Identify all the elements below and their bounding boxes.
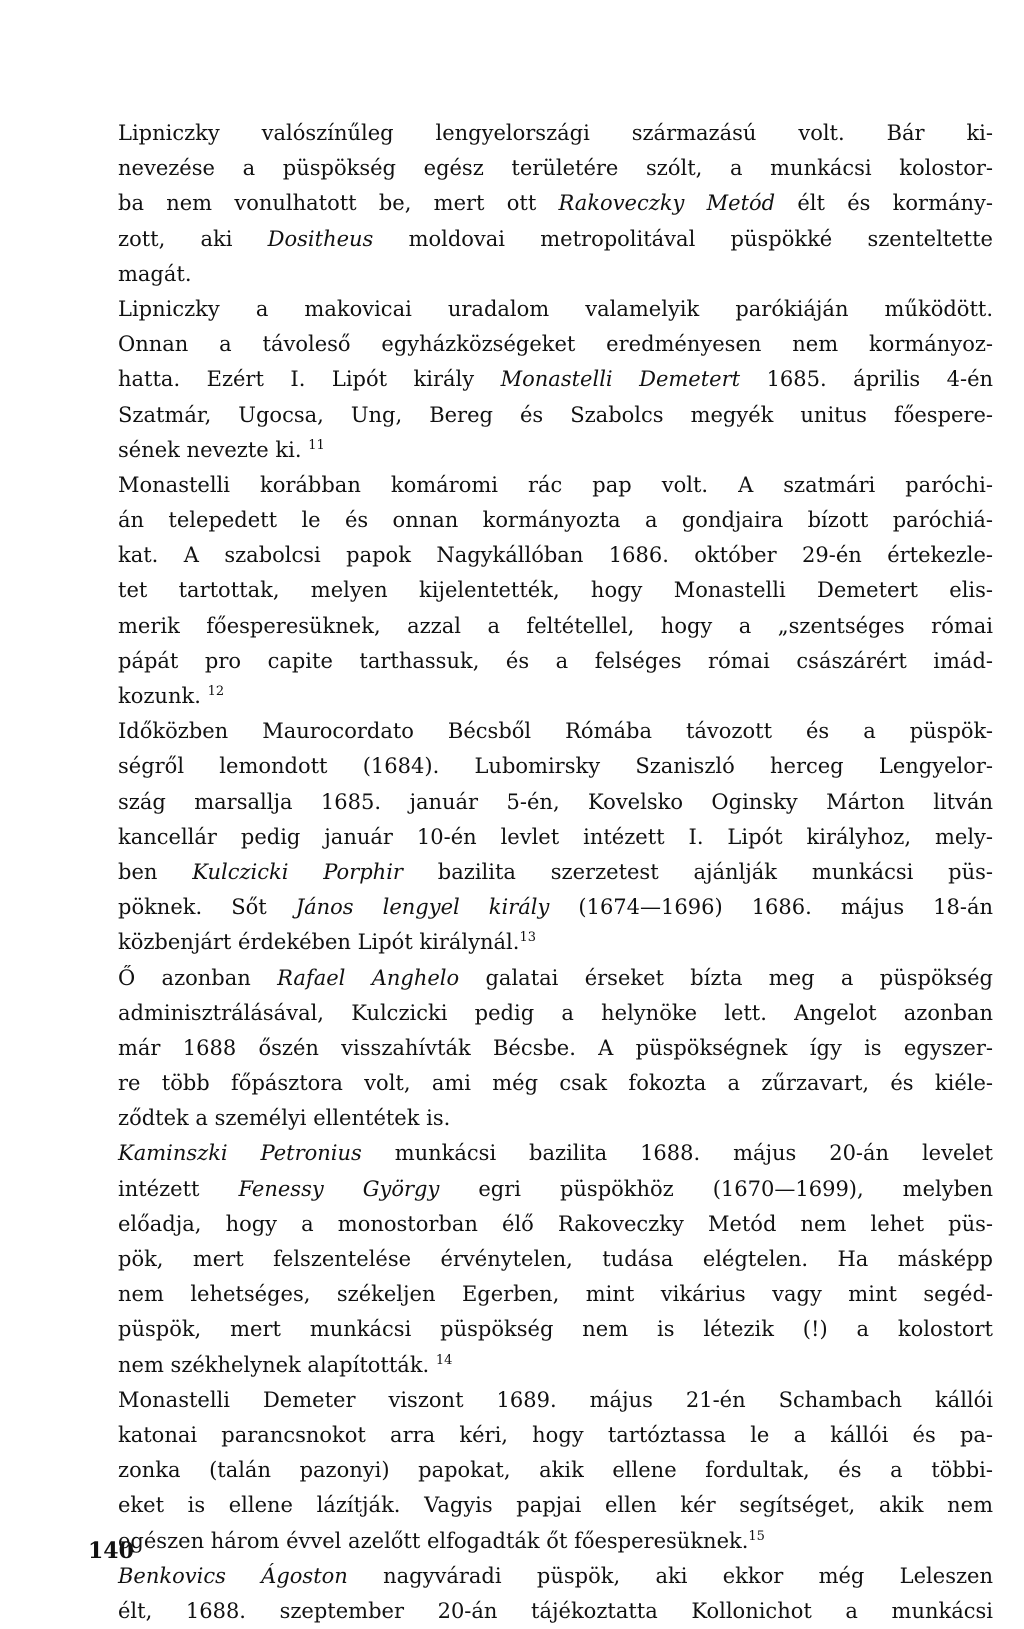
- text-run: sének nevezte ki.: [118, 437, 309, 462]
- footnote-marker: 12: [207, 684, 225, 699]
- text-run: szág marsallja 1685. január 5-én, Kovelsko Oginsky Márton litván: [118, 789, 993, 814]
- text-line: [118, 1488, 993, 1523]
- footnote-marker: 11: [308, 437, 325, 453]
- text-run: bazilita szerzetest ajánlják munkácsi püs-: [402, 859, 993, 884]
- text-line: [118, 925, 993, 960]
- italic-name: Fenessy György: [238, 1176, 440, 1201]
- text-line: [118, 327, 993, 362]
- text-run: Időközben Maurocordato Bécsből Rómába távozott és a püspök-: [118, 719, 993, 744]
- text-run: intézett: [118, 1176, 239, 1201]
- text-run: kozunk.: [118, 684, 208, 708]
- text-line: [118, 1277, 993, 1312]
- text-line: [118, 961, 993, 996]
- text-line: [118, 257, 993, 292]
- italic-name: Benkovics Ágoston: [118, 1563, 348, 1588]
- text-run: élt és kormány-: [775, 191, 993, 216]
- text-run: pök, mert felszentelése érvénytelen, tudása elégtelen. Ha másképp: [118, 1247, 993, 1271]
- text-line: [118, 1559, 993, 1594]
- text-run: Szatmár, Ugocsa, Ung, Bereg és Szabolcs megyék unitus főespere-: [118, 402, 993, 427]
- text-run: tet tartottak, melyen kijelentették, hogy Monastelli Demetert elis-: [118, 578, 993, 603]
- footnote-marker: 15: [748, 1528, 765, 1544]
- text-line: [118, 573, 993, 608]
- italic-name: Rakoveczky Metód: [558, 191, 776, 216]
- text-run: magát.: [118, 261, 192, 286]
- text-run: közbenjárt érdekében Lipót királynál.: [118, 930, 520, 955]
- text-run: (1674—1696) 1686. május 18-án: [549, 895, 993, 920]
- italic-name: Rafael Anghelo: [277, 965, 460, 990]
- text-run: adminisztrálásával, Kulczicki pedig a helynöke lett. Angelot azonban: [118, 1000, 993, 1025]
- text-line: [118, 785, 993, 820]
- text-line: [118, 1594, 993, 1629]
- text-line: [118, 996, 993, 1031]
- text-line: [118, 292, 993, 327]
- text-run: élt, 1688. szeptember 20-án tájékoztatta Kollonichot a munkácsi: [118, 1598, 993, 1623]
- text-line: [118, 186, 993, 221]
- text-line: [118, 749, 993, 784]
- text-line: [118, 679, 993, 714]
- text-run: án telepedett le és onnan kormányozta a gondjaira bízott paróchiá-: [118, 508, 993, 533]
- text-run: Monastelli korábban komáromi rác pap volt. A szatmári paróchi-: [118, 472, 993, 497]
- text-line: [118, 1101, 993, 1136]
- text-line: [118, 468, 993, 503]
- text-line: [118, 1383, 993, 1418]
- italic-name: Monastelli Demetert: [500, 367, 741, 392]
- text-run: Monastelli Demeter viszont 1689. május 21-én Schambach kállói: [118, 1387, 993, 1412]
- text-line: [118, 1031, 993, 1066]
- text-run: ba nem vonulhatott be, mert ott: [118, 191, 559, 216]
- text-run: nem székhelynek alapították.: [118, 1352, 436, 1377]
- text-run: katonai parancsnokot arra kéri, hogy tartóztassa le a kállói és pa-: [118, 1422, 993, 1447]
- text-run: nevezése a püspökség egész területére szólt, a munkácsi kolostor-: [118, 156, 993, 181]
- text-run: zonka (talán pazonyi) papokat, akik ellene fordultak, és a többi-: [118, 1458, 993, 1483]
- text-line: [118, 1066, 993, 1101]
- italic-name: Kaminszki Petronius: [118, 1141, 362, 1166]
- text-line: [118, 644, 993, 679]
- text-line: [118, 116, 993, 151]
- text-line: [118, 503, 993, 538]
- italic-name: János lengyel király: [295, 895, 550, 920]
- body-text: [118, 116, 993, 1629]
- text-run: munkácsi bazilita 1688. május 20-án levelet: [361, 1141, 993, 1166]
- text-run: nem lehetséges, székeljen Egerben, mint vikárius vagy mint segéd-: [118, 1282, 993, 1307]
- text-run: eket is ellene lázítják. Vagyis papjai ellen kér segítséget, akik nem: [118, 1493, 993, 1518]
- text-line: [118, 1348, 993, 1383]
- text-run: pöknek. Sőt: [118, 895, 296, 920]
- text-run: zott, aki: [118, 226, 268, 251]
- footnote-marker: 13: [519, 930, 536, 946]
- text-line: [118, 538, 993, 573]
- text-run: már 1688 őszén visszahívták Bécsbe. A püspökségnek így is egyszer-: [118, 1035, 993, 1060]
- text-run: pápát pro capite tarthassuk, és a felséges római császárért imád-: [118, 648, 993, 673]
- text-line: [118, 1242, 993, 1277]
- text-line: [118, 1136, 993, 1171]
- page-number: 140: [88, 1538, 134, 1564]
- text-run: 1685. április 4-én: [740, 367, 994, 392]
- italic-name: Kulczicki Porphir: [192, 859, 403, 884]
- text-run: püspök, mert munkácsi püspökség nem is létezik (!) a kolostort: [118, 1317, 993, 1342]
- text-run: merik főesperesüknek, azzal a feltétellel, hogy a „szentséges római: [118, 613, 993, 638]
- text-line: [118, 433, 993, 468]
- footnote-marker: 14: [435, 1352, 453, 1368]
- text-line: [118, 398, 993, 433]
- text-run: ben: [118, 859, 193, 884]
- text-run: galatai érseket bízta meg a püspökség: [459, 965, 993, 990]
- text-line: [118, 222, 993, 257]
- text-line: [118, 362, 993, 397]
- text-line: [118, 151, 993, 186]
- text-line: [118, 1524, 993, 1559]
- text-line: [118, 714, 993, 749]
- text-run: nagyváradi püspök, aki ekkor még Leleszen: [347, 1563, 993, 1588]
- text-run: hatta. Ezért I. Lipót király: [118, 367, 501, 392]
- text-run: re több főpásztora volt, ami még csak fokozta a zűrzavart, és kiéle-: [118, 1071, 993, 1096]
- text-run: Ő azonban: [118, 965, 278, 990]
- text-line: [118, 855, 993, 890]
- text-run: előadja, hogy a monostorban élő Rakoveczky Metód nem lehet püs-: [118, 1211, 993, 1236]
- text-run: Onnan a távoleső egyházközségeket eredményesen nem kormányoz-: [118, 332, 993, 357]
- italic-name: Dositheus: [267, 226, 374, 251]
- text-line: [118, 1453, 993, 1488]
- text-run: moldovai metropolitával püspökké szenteltette: [373, 226, 993, 251]
- text-run: egészen három évvel azelőtt elfogadták őt főesperesüknek.: [118, 1528, 749, 1553]
- text-line: [118, 1207, 993, 1242]
- text-run: ződtek a személyi ellentétek is.: [118, 1106, 451, 1131]
- text-run: kat. A szabolcsi papok Nagykállóban 1686. október 29-én értekezle-: [118, 543, 993, 568]
- text-run: kancellár pedig január 10-én levlet intézett I. Lipót királyhoz, mely-: [118, 824, 993, 849]
- text-line: [118, 820, 993, 855]
- text-line: [118, 1172, 993, 1207]
- text-line: [118, 1312, 993, 1347]
- text-line: [118, 1418, 993, 1453]
- text-run: Lipniczky a makovicai uradalom valamelyik parókiáján működött.: [118, 296, 993, 321]
- text-run: ségről lemondott (1684). Lubomirsky Szaniszló herceg Lengyelor-: [118, 754, 993, 779]
- text-run: egri püspökhöz (1670—1699), melyben: [439, 1176, 993, 1201]
- text-line: [118, 890, 993, 925]
- text-run: Lipniczky valószínűleg lengyelországi származású volt. Bár ki-: [118, 121, 993, 145]
- text-line: [118, 609, 993, 644]
